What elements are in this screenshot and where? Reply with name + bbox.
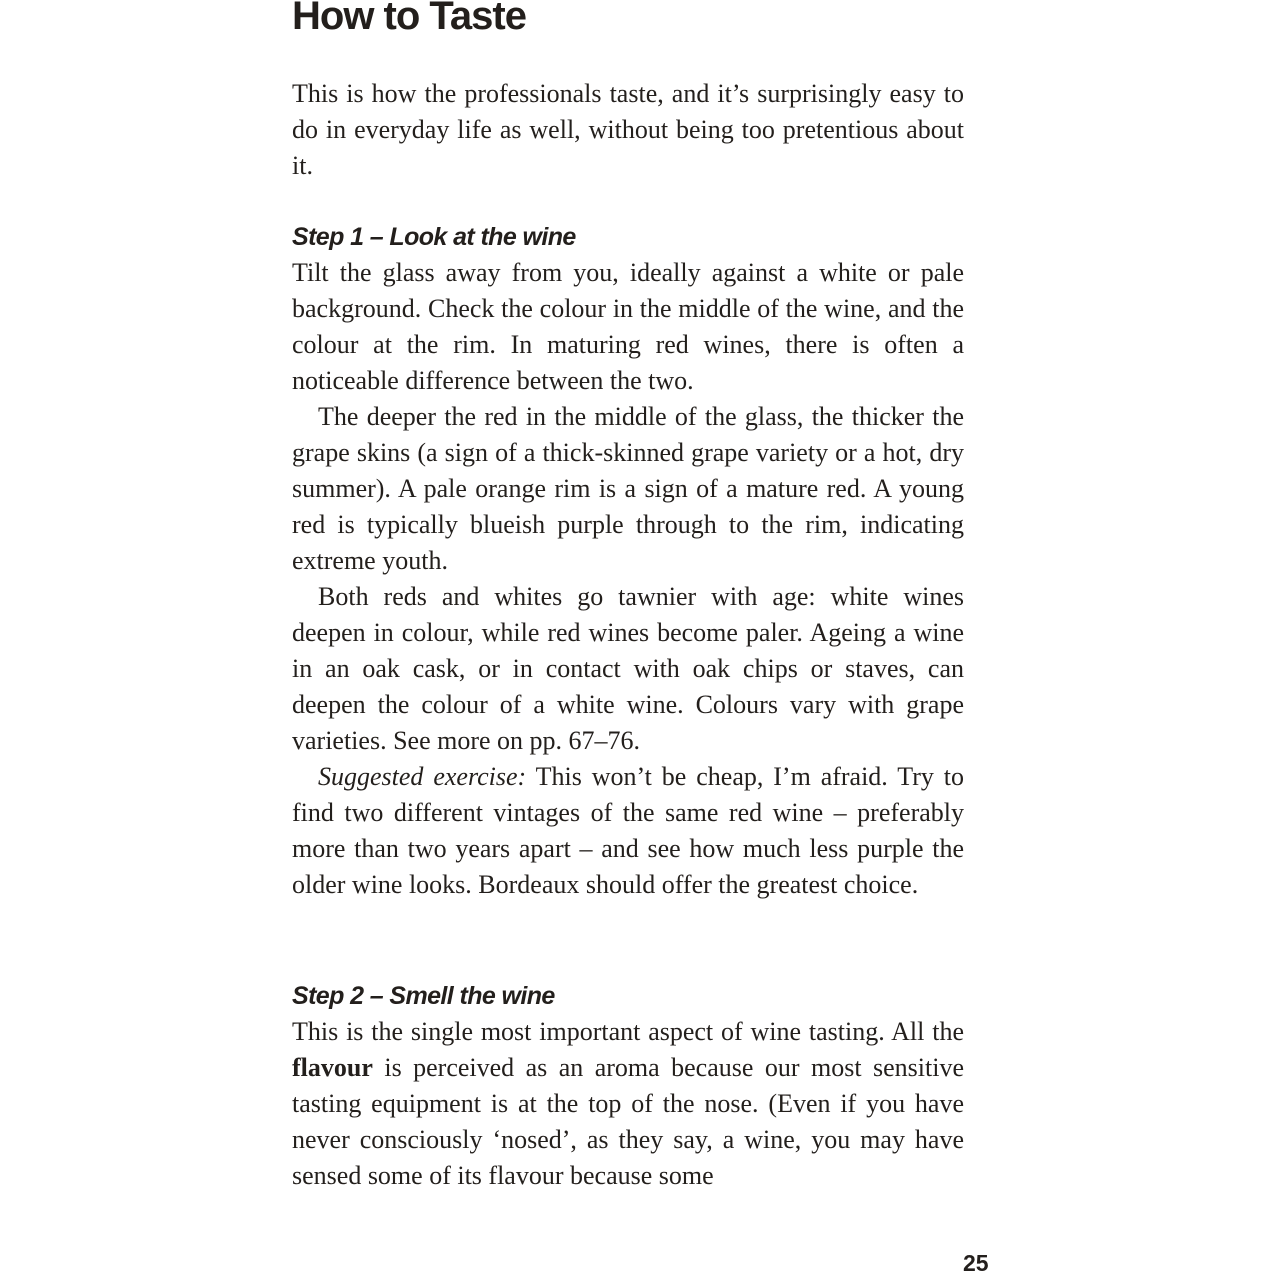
intro-section: [292, 76, 964, 184]
step-1-exercise-paragraph: [292, 759, 964, 903]
exercise-label: Suggested exercise:: [318, 762, 527, 791]
step-2-section: [292, 978, 964, 1194]
step-2-heading: Step 2 – Smell the wine: [292, 982, 555, 1010]
step-1-section: [292, 219, 964, 903]
step-1-heading: Step 1 – Look at the wine: [292, 223, 576, 251]
step-2-paragraph-1: [292, 1014, 964, 1194]
page-title: How to Taste: [292, 0, 526, 38]
step-1-paragraph-2: The deeper the red in the middle of the glass, the thicker the grape skins (a sign of a thick-skinned grape variety or a hot, dry summer). A pale orange rim is a sign of a mature red. A young red is typically blueish purple through to the rim, indicating extreme youth.: [292, 402, 964, 575]
step-1-paragraph-3: Both reds and whites go tawnier with age: white wines deepen in colour, while red wines become paler. Ageing a wine in an oak cask, or in contact with oak chips or staves, can deepen the colour of a white wine. Colours vary with grape varieties. See more on pp. 67–76.: [292, 582, 964, 755]
intro-paragraph: This is how the professionals taste, and it’s surprisingly easy to do in everyday life as well, without being too pretentious about it.: [292, 79, 964, 180]
page-number: 25: [963, 1250, 989, 1276]
step-2-text-after: is perceived as an aroma because our most sensitive tasting equipment is at the top of the nose. (Even if you have never consciously ‘nosed’, as they say, a wine, you may have sensed some of its flavour because some: [292, 1053, 964, 1190]
step-1-paragraph-1: Tilt the glass away from you, ideally against a white or pale background. Check the colour in the middle of the wine, and the colour at the rim. In maturing red wines, there is often a noticeable difference between the two.: [292, 258, 964, 395]
exercise-text: This won’t be cheap, I’m afraid. Try to find two different vintages of the same red wine – preferably more than two years apart – and see how much less purple the older wine looks. Bordeaux should offer the greatest choice.: [292, 762, 964, 899]
flavour-term: flavour: [292, 1053, 373, 1082]
step-2-text-before: This is the single most important aspect of wine tasting. All the: [292, 1017, 964, 1046]
